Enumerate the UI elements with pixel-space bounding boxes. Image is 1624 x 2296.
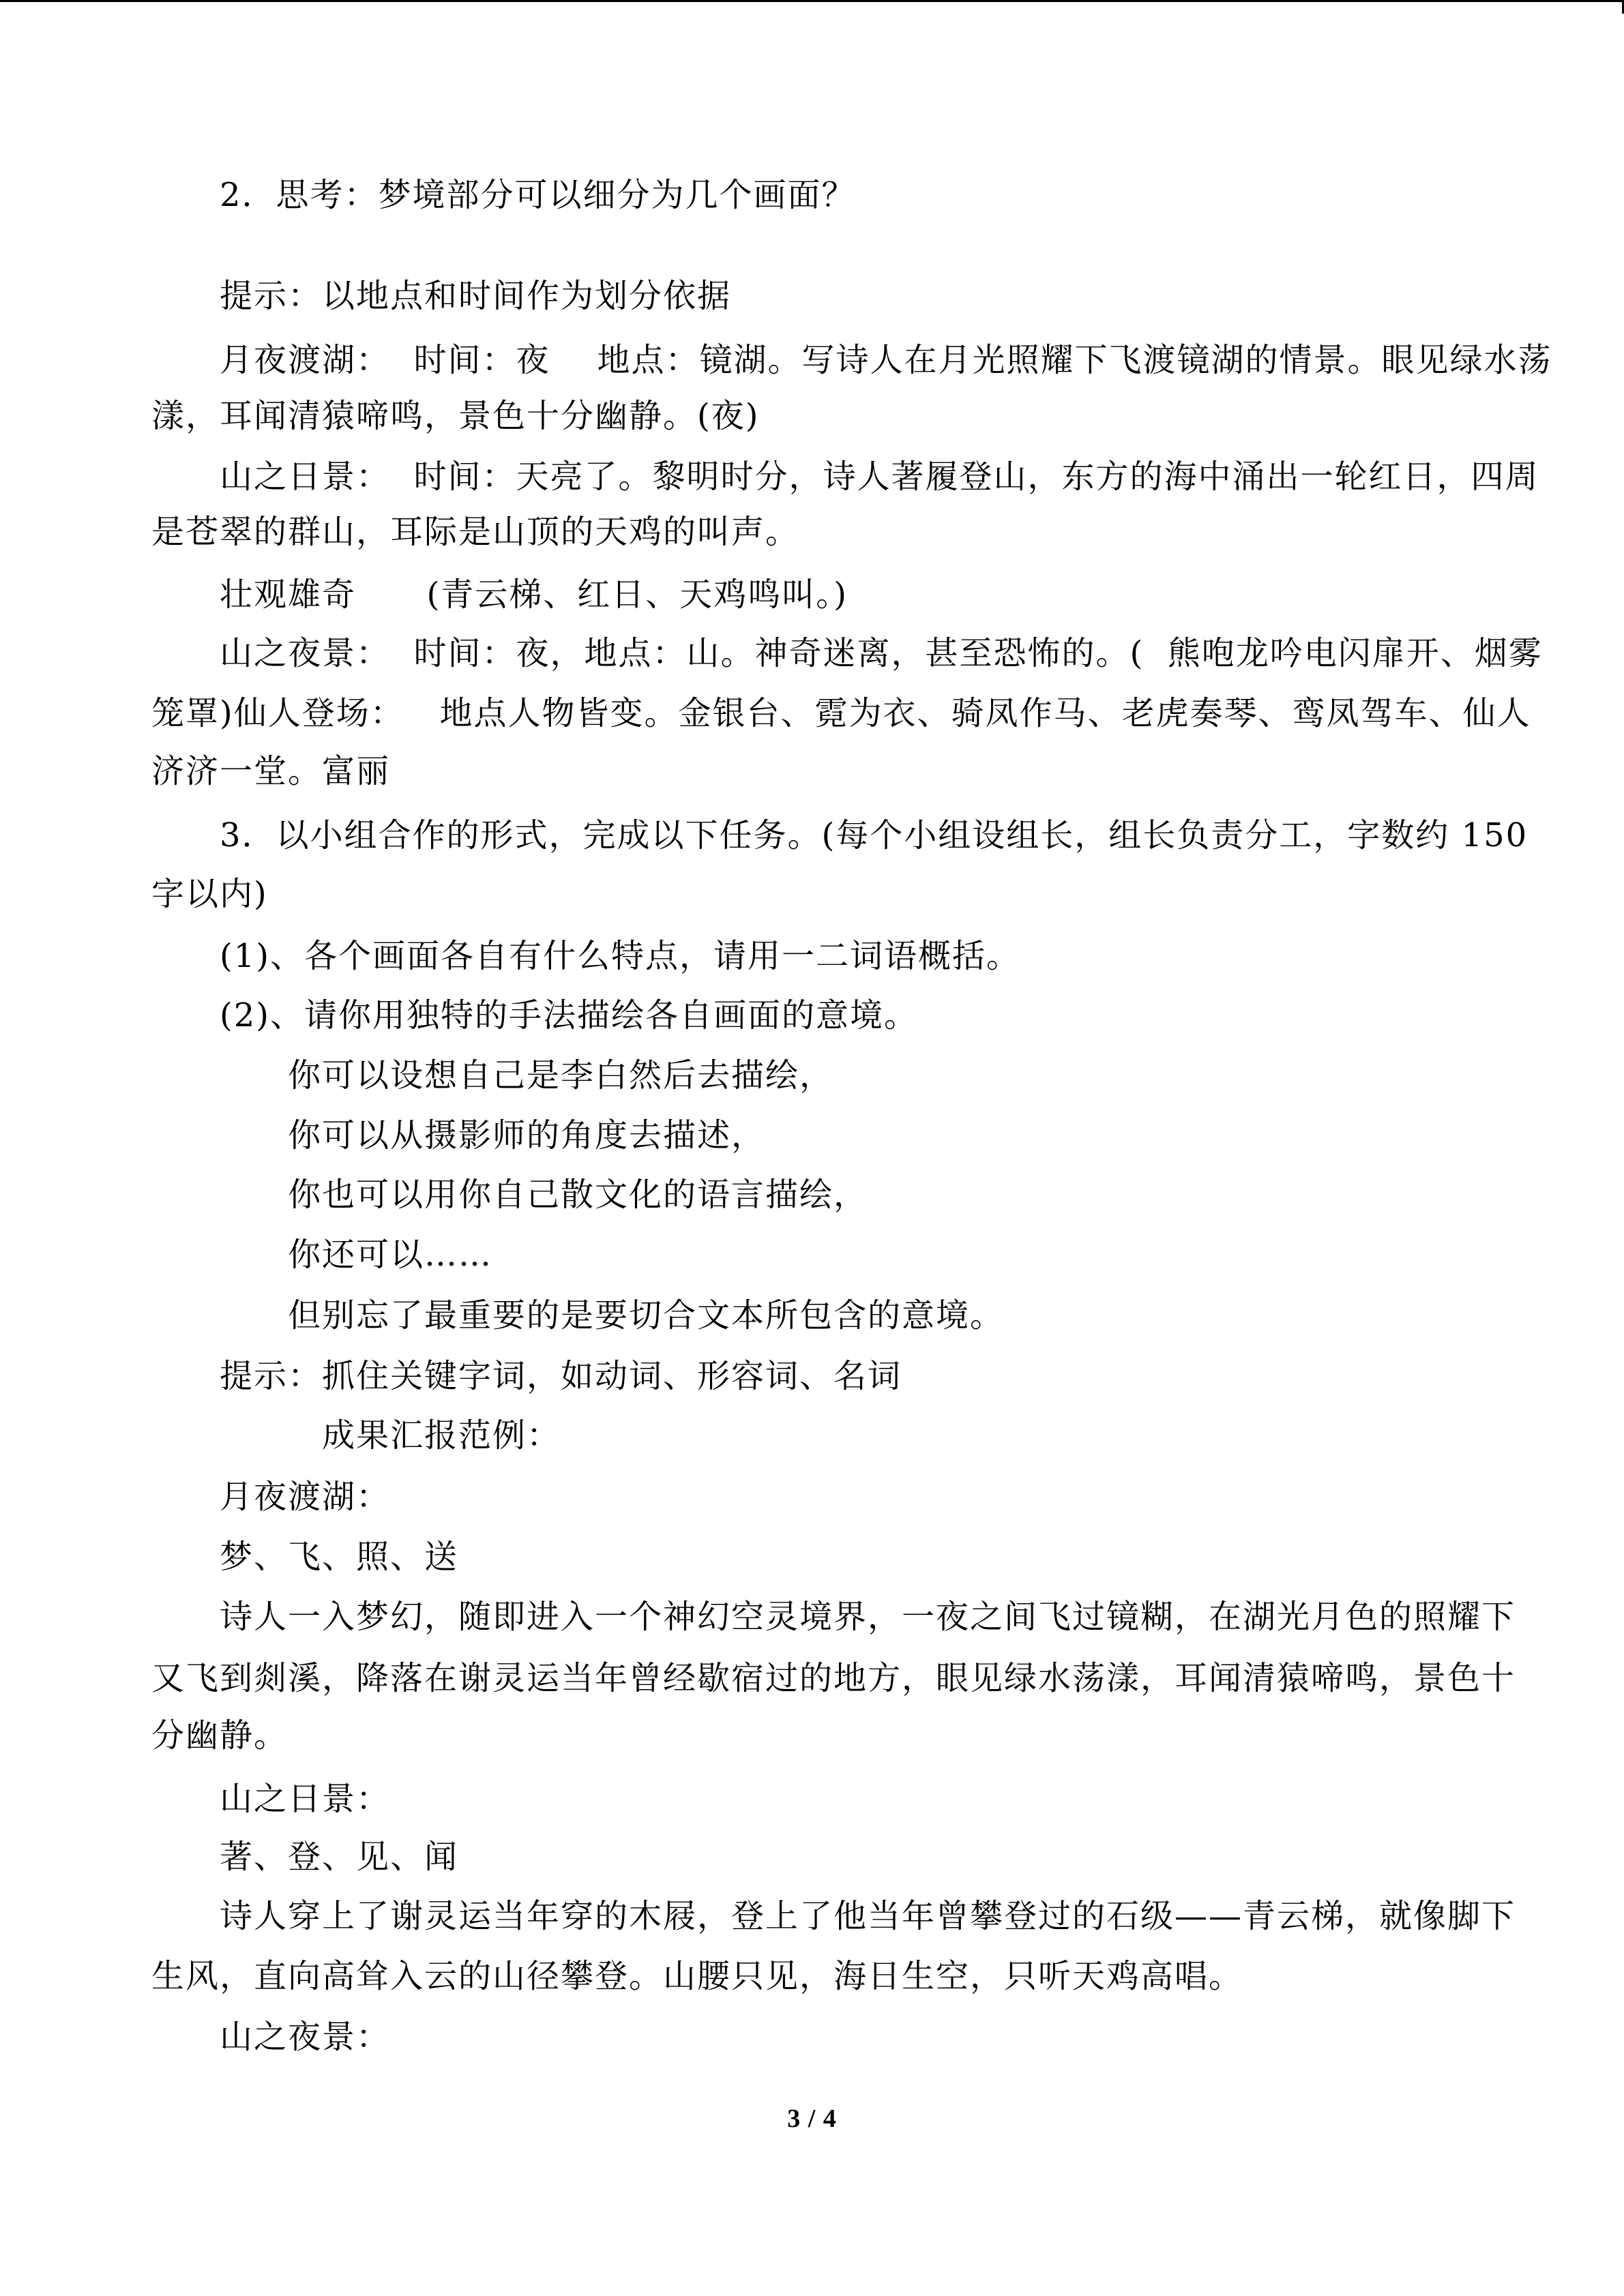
text-line: 又飞到剡溪，降落在谢灵运当年曾经歇宿过的地方，眼见绿水荡漾，耳闻清猿啼鸣，景色十: [151, 1659, 1516, 1697]
text-line: 提示：以地点和时间作为划分依据: [151, 277, 732, 315]
text-line: 是苍翠的群山，耳际是山顶的天鸡的叫声。: [151, 513, 800, 551]
text-line: 3．以小组合作的形式，完成以下任务。(每个小组设组长，组长负责分工，字数约 150: [151, 816, 1529, 854]
text-line: 成果汇报范例：: [151, 1416, 561, 1455]
text-line: 漾，耳闻清猿啼鸣，景色十分幽静。(夜): [151, 397, 760, 435]
text-line: 你可以设想自己是李白然后去描绘，: [151, 1056, 834, 1094]
text-line: 提示：抓住关键字词，如动词、形容词、名词: [151, 1357, 902, 1395]
text-line: 济济一堂。富丽: [151, 752, 391, 790]
text-line: 你还可以……: [151, 1236, 493, 1274]
text-line: 诗人穿上了谢灵运当年穿的木屐，登上了他当年曾攀登过的石级——青云梯，就像脚下: [151, 1897, 1516, 1935]
text-line: 梦、飞、照、送: [151, 1538, 459, 1576]
text-line: 山之日景： 时间：天亮了。黎明时分，诗人著履登山，东方的海中涌出一轮红日，四周: [151, 458, 1539, 496]
text-line: 你可以从摄影师的角度去描述，: [151, 1116, 766, 1154]
text-line: 山之日景：: [151, 1780, 391, 1818]
text-line: 你也可以用你自己散文化的语言描绘，: [151, 1176, 868, 1214]
text-line: 月夜渡湖： 时间：夜 地点：镜湖。写诗人在月光照耀下飞渡镜湖的情景。眼见绿水荡: [151, 341, 1552, 379]
page-number: 3 / 4: [787, 2104, 837, 2133]
text-line: 山之夜景：: [151, 2018, 391, 2056]
text-line: (1)、各个画面各自有什么特点，请用一二词语概括。: [151, 937, 1020, 975]
text-line: 2．思考：梦境部分可以细分为几个画面？: [151, 176, 856, 214]
text-line: 山之夜景： 时间：夜，地点：山。神奇迷离，甚至恐怖的。( 熊咆龙吟电闪扉开、烟雾: [151, 634, 1543, 672]
text-line: 诗人一入梦幻，随即进入一个神幻空灵境界，一夜之间飞过镜糊，在湖光月色的照耀下: [151, 1598, 1516, 1636]
text-line: 月夜渡湖：: [151, 1478, 391, 1516]
text-line: 分幽静。: [151, 1716, 289, 1755]
text-line: 字以内): [151, 875, 268, 913]
top-border-line: [0, 0, 1624, 2]
text-line: 但别忘了最重要的是要切合文本所包含的意境。: [151, 1296, 1005, 1335]
text-line: 笼罩)仙人登场： 地点人物皆变。金银台、霓为衣、骑凤作马、老虎奏琴、鸾凤驾车、仙人: [151, 694, 1531, 732]
text-line: 生风，直向高耸入云的山径攀登。山腰只见，海日生空，只听天鸡高唱。: [151, 1957, 1243, 1995]
text-line: 壮观雄奇 (青云梯、红日、天鸡鸣叫。): [151, 576, 848, 614]
text-line: 著、登、见、闻: [151, 1838, 459, 1876]
text-line: (2)、请你用独特的手法描绘各自画面的意境。: [151, 996, 918, 1034]
